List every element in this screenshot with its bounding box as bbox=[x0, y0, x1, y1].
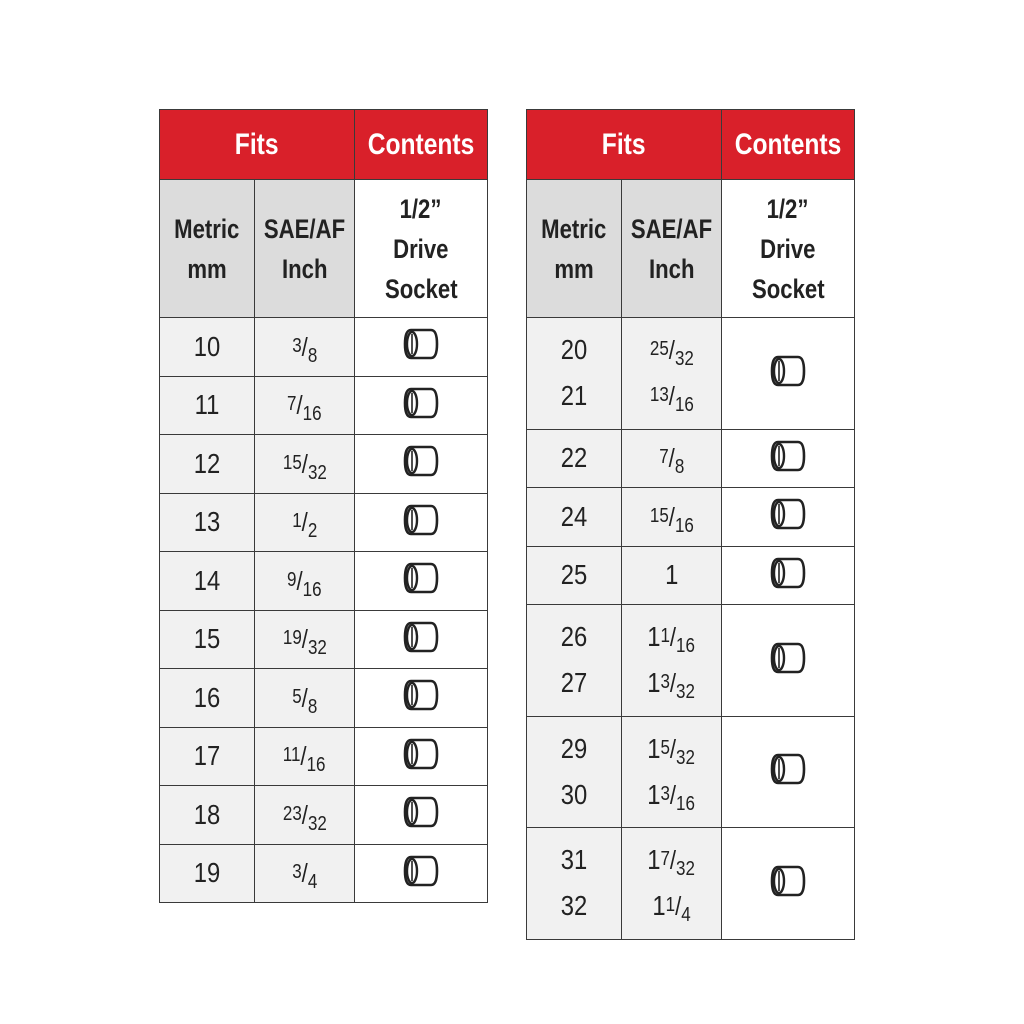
metric-cell bbox=[160, 610, 255, 669]
table-row bbox=[527, 429, 855, 488]
sae-size: $^3/_4$ bbox=[291, 858, 318, 894]
socket-icon bbox=[402, 559, 440, 602]
sae-size: $1^1/_4$ bbox=[652, 890, 691, 927]
table-row bbox=[160, 318, 488, 377]
table-row bbox=[527, 488, 855, 547]
metric-size: 14 bbox=[193, 564, 221, 596]
socket-icon bbox=[402, 676, 440, 719]
metric-cell bbox=[527, 828, 622, 940]
socket-icon bbox=[769, 554, 807, 597]
metric-size: 13 bbox=[193, 506, 221, 538]
sae-size: $^7/_8$ bbox=[658, 443, 685, 479]
socket-icon bbox=[402, 442, 440, 485]
socket-cell bbox=[722, 318, 855, 430]
sae-size: $1^3/_{16}$ bbox=[647, 778, 696, 815]
table-row bbox=[527, 605, 855, 717]
socket-icon bbox=[402, 852, 440, 895]
metric-cell bbox=[160, 727, 255, 786]
sae-column-header: SAE/AF Inch bbox=[255, 180, 355, 318]
socket-icon bbox=[769, 750, 807, 793]
table-row bbox=[160, 844, 488, 903]
socket-cell bbox=[722, 716, 855, 828]
socket-cell bbox=[355, 610, 488, 669]
metric-cell bbox=[527, 716, 622, 828]
metric-cell bbox=[527, 488, 622, 547]
socket-column-header: 1/2” Drive Socket bbox=[722, 180, 855, 318]
socket-cell bbox=[722, 429, 855, 488]
socket-icon bbox=[769, 495, 807, 538]
sae-cell bbox=[255, 669, 355, 728]
metric-cell bbox=[160, 493, 255, 552]
metric-size: 22 bbox=[560, 442, 588, 474]
metric-cell bbox=[527, 546, 622, 605]
sae-size: $1^5/_{32}$ bbox=[647, 732, 696, 769]
sae-size: $^{15}/_{16}$ bbox=[649, 501, 694, 537]
socket-icon bbox=[402, 384, 440, 427]
socket-column-header: 1/2” Drive Socket bbox=[355, 180, 488, 318]
socket-cell bbox=[722, 828, 855, 940]
socket-cell bbox=[355, 669, 488, 728]
table-row bbox=[527, 318, 855, 430]
socket-cell bbox=[355, 493, 488, 552]
sae-cell bbox=[622, 716, 722, 828]
metric-size: 10 bbox=[193, 330, 221, 362]
socket-cell bbox=[722, 546, 855, 605]
sae-cell bbox=[622, 546, 722, 605]
socket-icon bbox=[402, 618, 440, 661]
metric-column-header: Metric mm bbox=[527, 180, 622, 318]
table-row bbox=[160, 786, 488, 845]
sae-size: 1 bbox=[664, 559, 679, 591]
socket-icon bbox=[402, 501, 440, 544]
sae-size: $^3/_8$ bbox=[291, 331, 318, 367]
sae-cell bbox=[255, 727, 355, 786]
sae-cell bbox=[255, 318, 355, 377]
table-row bbox=[527, 828, 855, 940]
metric-size: 27 bbox=[560, 667, 588, 699]
metric-size: 19 bbox=[193, 857, 221, 889]
socket-cell bbox=[355, 376, 488, 435]
sae-size: $1^1/_{16}$ bbox=[647, 621, 696, 658]
metric-cell bbox=[160, 844, 255, 903]
table-body bbox=[160, 318, 488, 903]
table-row bbox=[160, 669, 488, 728]
sae-size: $^{13}/_{16}$ bbox=[649, 381, 694, 417]
metric-size: 12 bbox=[193, 447, 221, 479]
sae-column-header: SAE/AF Inch bbox=[622, 180, 722, 318]
metric-size: 18 bbox=[193, 798, 221, 830]
sae-size: $^9/_{16}$ bbox=[287, 565, 322, 601]
metric-size: 15 bbox=[193, 623, 221, 655]
metric-cell bbox=[160, 552, 255, 611]
sae-cell bbox=[255, 435, 355, 494]
socket-cell bbox=[355, 318, 488, 377]
socket-cell bbox=[355, 435, 488, 494]
socket-icon bbox=[769, 352, 807, 395]
sae-cell bbox=[255, 493, 355, 552]
socket-cell bbox=[355, 844, 488, 903]
socket-icon bbox=[769, 437, 807, 480]
socket-cell bbox=[355, 727, 488, 786]
sae-size: $1^3/_{32}$ bbox=[647, 667, 696, 704]
metric-size: 31 bbox=[560, 844, 588, 876]
sae-size: $^{15}/_{32}$ bbox=[282, 448, 327, 484]
metric-size: 21 bbox=[560, 380, 588, 412]
sae-size: $^{11}/_{16}$ bbox=[283, 741, 326, 777]
metric-size: 29 bbox=[560, 732, 588, 764]
sae-cell bbox=[255, 786, 355, 845]
socket-icon bbox=[402, 325, 440, 368]
socket-cell bbox=[355, 552, 488, 611]
socket-cell bbox=[722, 605, 855, 717]
sae-cell bbox=[622, 828, 722, 940]
metric-cell bbox=[160, 435, 255, 494]
socket-icon bbox=[402, 735, 440, 778]
socket-icon bbox=[402, 793, 440, 836]
table-row bbox=[527, 546, 855, 605]
sae-cell bbox=[622, 605, 722, 717]
table-row bbox=[160, 376, 488, 435]
metric-size: 30 bbox=[560, 778, 588, 810]
sae-cell bbox=[622, 318, 722, 430]
metric-cell bbox=[527, 429, 622, 488]
table-row bbox=[160, 493, 488, 552]
socket-cell bbox=[722, 488, 855, 547]
metric-size: 32 bbox=[560, 890, 588, 922]
sae-cell bbox=[255, 844, 355, 903]
metric-column-header: Metric mm bbox=[160, 180, 255, 318]
sae-cell bbox=[255, 552, 355, 611]
sae-cell bbox=[255, 376, 355, 435]
metric-size: 16 bbox=[193, 681, 221, 713]
fits-header: Fits bbox=[160, 110, 355, 180]
socket-cell bbox=[355, 786, 488, 845]
metric-cell bbox=[160, 669, 255, 728]
metric-cell bbox=[527, 318, 622, 430]
table-row bbox=[160, 727, 488, 786]
sae-size: $^{23}/_{32}$ bbox=[282, 799, 327, 835]
socket-icon bbox=[769, 862, 807, 905]
sae-size: $^7/_{16}$ bbox=[287, 390, 322, 426]
socket-icon bbox=[769, 639, 807, 682]
metric-size: 26 bbox=[560, 621, 588, 653]
metric-size: 20 bbox=[560, 334, 588, 366]
table-row bbox=[527, 716, 855, 828]
sae-size: $^{25}/_{32}$ bbox=[649, 335, 694, 371]
table-body bbox=[527, 318, 855, 940]
contents-header: Contents bbox=[722, 110, 855, 180]
metric-cell bbox=[160, 786, 255, 845]
metric-cell bbox=[160, 318, 255, 377]
size-chart-left bbox=[159, 109, 488, 903]
metric-size: 11 bbox=[194, 389, 220, 421]
metric-size: 17 bbox=[193, 740, 221, 772]
sae-cell bbox=[622, 488, 722, 547]
fits-header: Fits bbox=[527, 110, 722, 180]
sae-cell bbox=[255, 610, 355, 669]
contents-header: Contents bbox=[355, 110, 488, 180]
metric-size: 24 bbox=[560, 500, 588, 532]
sae-size: $^5/_8$ bbox=[291, 682, 318, 718]
metric-cell bbox=[160, 376, 255, 435]
sae-size: $^{19}/_{32}$ bbox=[282, 624, 327, 660]
sae-size: $^1/_2$ bbox=[291, 507, 318, 543]
sae-size: $1^7/_{32}$ bbox=[647, 844, 696, 881]
metric-size: 25 bbox=[560, 559, 588, 591]
table-row bbox=[160, 435, 488, 494]
size-chart-right bbox=[526, 109, 855, 940]
metric-cell bbox=[527, 605, 622, 717]
table-row bbox=[160, 552, 488, 611]
table-row bbox=[160, 610, 488, 669]
sae-cell bbox=[622, 429, 722, 488]
